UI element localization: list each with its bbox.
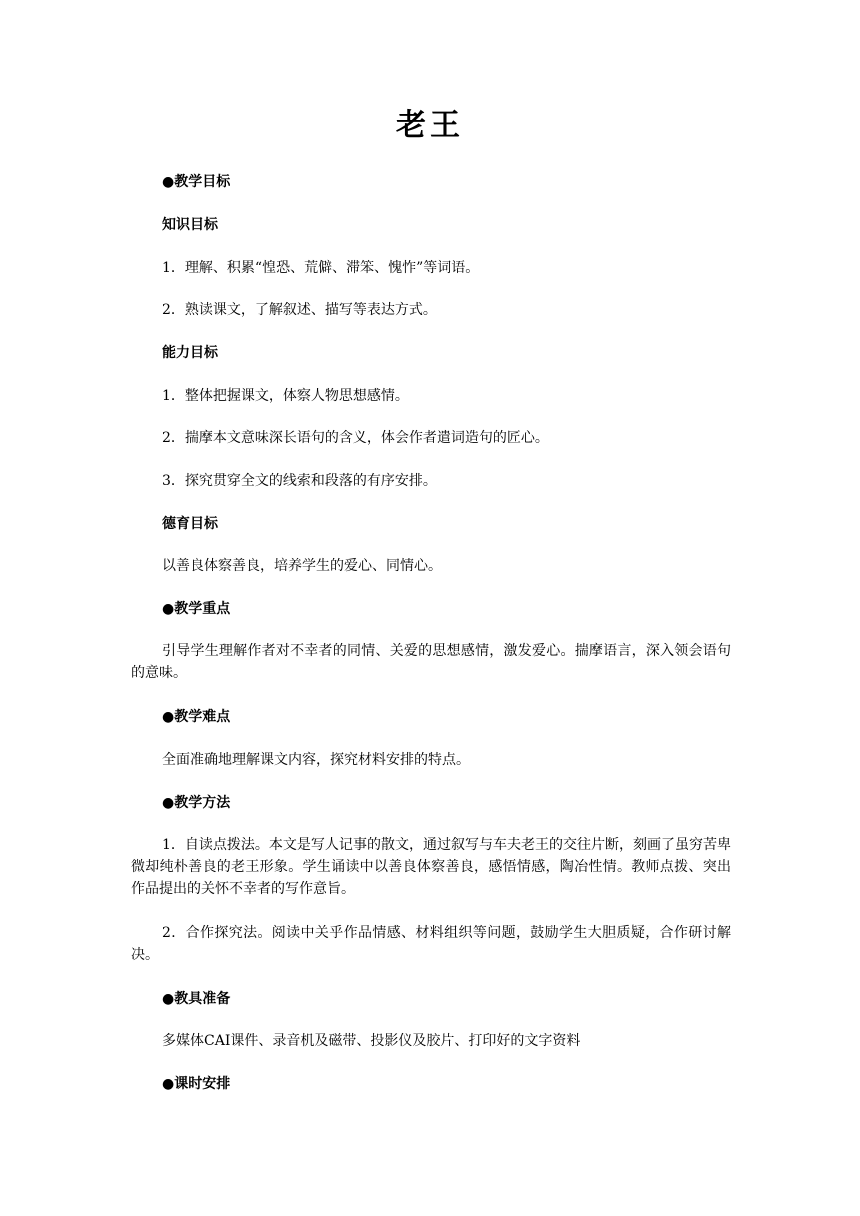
method-item-1: 1．自读点拨法。本文是写人记事的散文，通过叙写与车夫老王的交往片断，刻画了虽穷苦卑微却纯朴善良的老王形象。学生诵读中以善良体察善良，感悟情感，陶冶性情。教师点拨、突出作品提出的关怀不幸者的写作意旨。 [131,837,731,897]
method-item-2: 2．合作探究法。阅读中关乎作品情感、材料组织等问题，鼓励学生大胆质疑，合作研讨解决。 [131,925,731,963]
goals-heading: ●教学目标 [162,174,231,190]
difficulty-heading: ●教学难点 [162,709,231,725]
moral-heading: 德育目标 [162,516,218,532]
knowledge-heading: 知识目标 [162,217,218,233]
key-heading: ●教学重点 [162,601,231,617]
schedule-heading: ●课时安排 [162,1076,231,1092]
tools-heading: ●教具准备 [162,991,231,1007]
ability-item-3: 3．探究贯穿全文的线索和段落的有序安排。 [162,473,437,489]
tools-text: 多媒体CAI课件、录音机及磁带、投影仪及胶片、打印好的文字资料 [162,1033,581,1049]
ability-item-2: 2．揣摩本文意味深长语句的含义，体会作者遣词造句的匠心。 [162,430,549,446]
knowledge-item-2: 2．熟读课文，了解叙述、描写等表达方式。 [162,302,437,318]
ability-item-1: 1．整体把握课文，体察人物思想感情。 [162,388,409,404]
method-heading: ●教学方法 [162,795,231,811]
moral-text: 以善良体察善良，培养学生的爱心、同情心。 [162,558,442,574]
ability-heading: 能力目标 [162,345,218,361]
difficulty-text: 全面准确地理解课文内容，探究材料安排的特点。 [162,752,470,768]
knowledge-item-1: 1．理解、积累“惶恐、荒僻、滞笨、愧怍”等词语。 [162,260,480,276]
document-title: 老王 [396,108,464,143]
key-text: 引导学生理解作者对不幸者的同情、关爱的思想感情，激发爱心。揣摩语言，深入领会语句的意味。 [131,643,731,681]
